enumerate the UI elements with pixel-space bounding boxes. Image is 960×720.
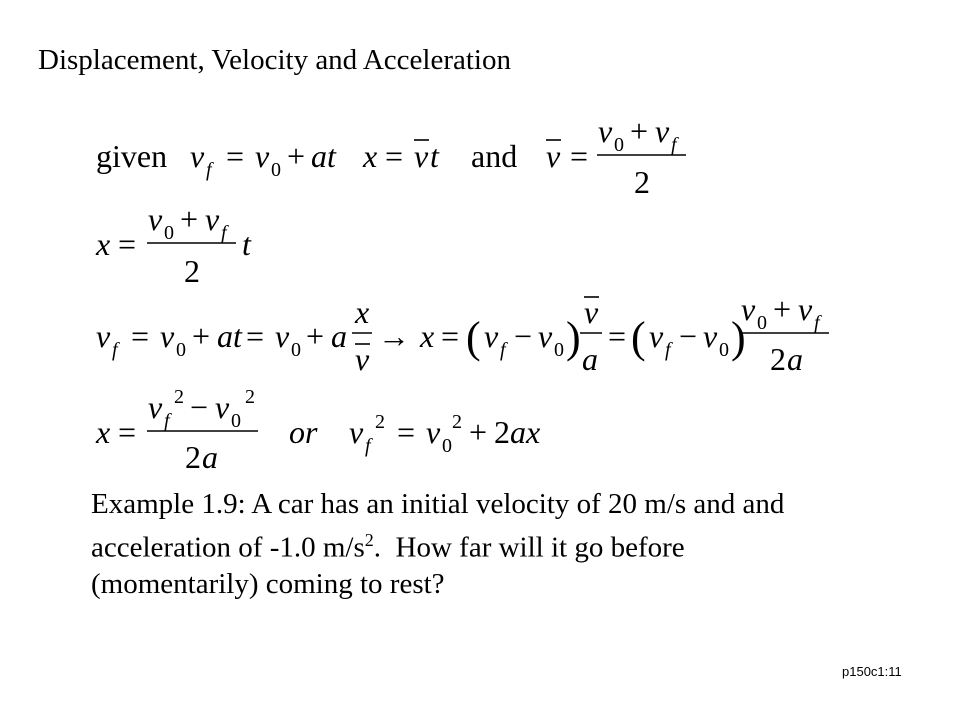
eq6-num-vf-sub: f [164,410,170,432]
and-word: and [471,138,518,174]
eq5-p1-v0-sub: 0 [554,339,564,361]
eq5-x: x [420,318,435,354]
eq5-frac2-vbar: v [584,294,599,330]
eq6-num-v0-sub: 0 [231,410,241,432]
eq7-two: 2 [494,414,510,450]
eq5-eq3: = [441,318,460,354]
eq5-eq1: = [131,318,150,354]
eq5-rparen1: ) [566,313,581,362]
eq5-vf-sub: f [112,339,118,361]
example-line-3: (momentarily) coming to rest? [91,567,445,600]
eq4-num-v0-sub: 0 [164,222,174,244]
eq5-eq2: = [246,318,265,354]
eq5-p1-vf: v [484,318,499,354]
eq5-v0b-sub: 0 [291,339,301,361]
eq7-v0: v [426,414,441,450]
eq5-plus1: + [192,318,211,354]
eq6-den-a: a [202,439,218,475]
slide-footer: p150c1:11 [842,664,902,679]
eq2-x: x [363,138,378,174]
eq3-den-2: 2 [634,164,650,200]
eq5-num-v0-sub: 0 [757,312,767,334]
eq5-p1-v0: v [538,318,553,354]
eq6-x: x [96,414,111,450]
example-line-1: Example 1.9: A car has an initial velocity of 20 m/s and and [91,488,785,520]
eq6-num-minus: − [190,389,209,425]
eq1-at: at [311,138,336,174]
eq5-a: a [331,318,347,354]
eq6-num-v0-sup: 2 [245,386,255,408]
eq6-den-2: 2 [185,439,201,475]
eq4-den-2: 2 [184,253,200,289]
eq4-t: t [242,226,251,262]
eq7-equals: = [397,414,416,450]
eq6-num-v0: v [215,389,230,425]
eq4-num-v0: v [148,201,163,237]
eq3-num-plus: + [630,113,649,149]
eq5-frac2-a: a [582,341,598,377]
eq3-num-vf-sub: f [671,134,677,156]
eq5-arrow: → [378,318,410,354]
example-exponent: 2 [364,530,374,550]
eq5-frac-vbar: v [355,341,370,377]
eq5-num-vf-sub: f [814,312,820,334]
eq1-vf-sub: f [206,159,212,181]
eq4-equals: = [118,226,137,262]
example-line-2 [91,522,891,566]
eq1-vf: v [190,138,205,174]
eq7-vf-sub: f [365,435,371,457]
eq5-plus2: + [306,318,325,354]
eq5-frac-x: x [355,294,370,330]
eq6-num-vf: v [148,389,163,425]
eq7-vf-sup: 2 [375,411,385,433]
eq6-num-vf-sup: 2 [174,386,184,408]
eq2-t: t [430,138,439,174]
eq5-p1-vf-sub: f [500,339,506,361]
eq1-v0-sub: 0 [271,159,281,181]
eq1-equals: = [226,138,245,174]
example-text [91,486,891,602]
eq7-ax: ax [510,414,541,450]
eq5-den-a: a [787,341,803,377]
eq5-p1-minus: − [514,318,533,354]
eq5-p2-v0-sub: 0 [719,339,729,361]
eq5-lparen1: ( [466,313,481,362]
eq5-v0b: v [275,318,290,354]
eq3-num-v0-sub: 0 [614,134,624,156]
equation-line-3 [96,291,829,377]
eq2-vbar: v [414,138,429,174]
eq5-num-v0: v [741,291,756,327]
eq5-rparen2: ) [731,313,746,362]
eq5-den-2: 2 [770,341,786,377]
eq3-equals: = [570,138,589,174]
eq5-num-plus: + [773,291,792,327]
eq5-v0-sub: 0 [176,339,186,361]
eq5-num-vf: v [798,291,813,327]
eq7-plus: + [469,414,488,450]
eq4-x: x [96,226,111,262]
eq4-num-vf: v [205,201,220,237]
eq5-p2-vf-sub: f [665,339,671,361]
eq3-num-v0: v [598,113,613,149]
eq7-v0-sub: 0 [442,435,452,457]
eq3-num-vf: v [655,113,670,149]
equation-line-2 [95,201,252,289]
eq3-vbar: v [546,138,561,174]
example-line-2-start: acceleration of -1.0 m/s [91,531,365,564]
slide-title: Displacement, Velocity and Acceleration [38,44,511,76]
eq4-num-vf-sub: f [221,222,227,244]
example-line-2-end: . How far will it go before [373,531,685,564]
eq2-equals: = [385,138,404,174]
given-word: given [96,138,168,174]
eq5-v0: v [160,318,175,354]
eq7-v0-sup: 2 [452,411,462,433]
equation-line-1 [96,113,686,200]
eq5-at: at [217,318,242,354]
eq5-eq4: = [608,318,627,354]
or-word: or [289,414,318,450]
eq5-p2-vf: v [649,318,664,354]
eq5-p2-minus: − [679,318,698,354]
eq5-p2-v0: v [703,318,718,354]
eq4-num-plus: + [180,201,199,237]
eq7-vf: v [349,414,364,450]
eq1-plus: + [287,138,306,174]
eq6-equals: = [118,414,137,450]
eq5-vf: v [96,318,111,354]
equation-line-4 [95,386,540,475]
eq5-lparen2: ( [631,313,646,362]
eq1-v0: v [255,138,270,174]
